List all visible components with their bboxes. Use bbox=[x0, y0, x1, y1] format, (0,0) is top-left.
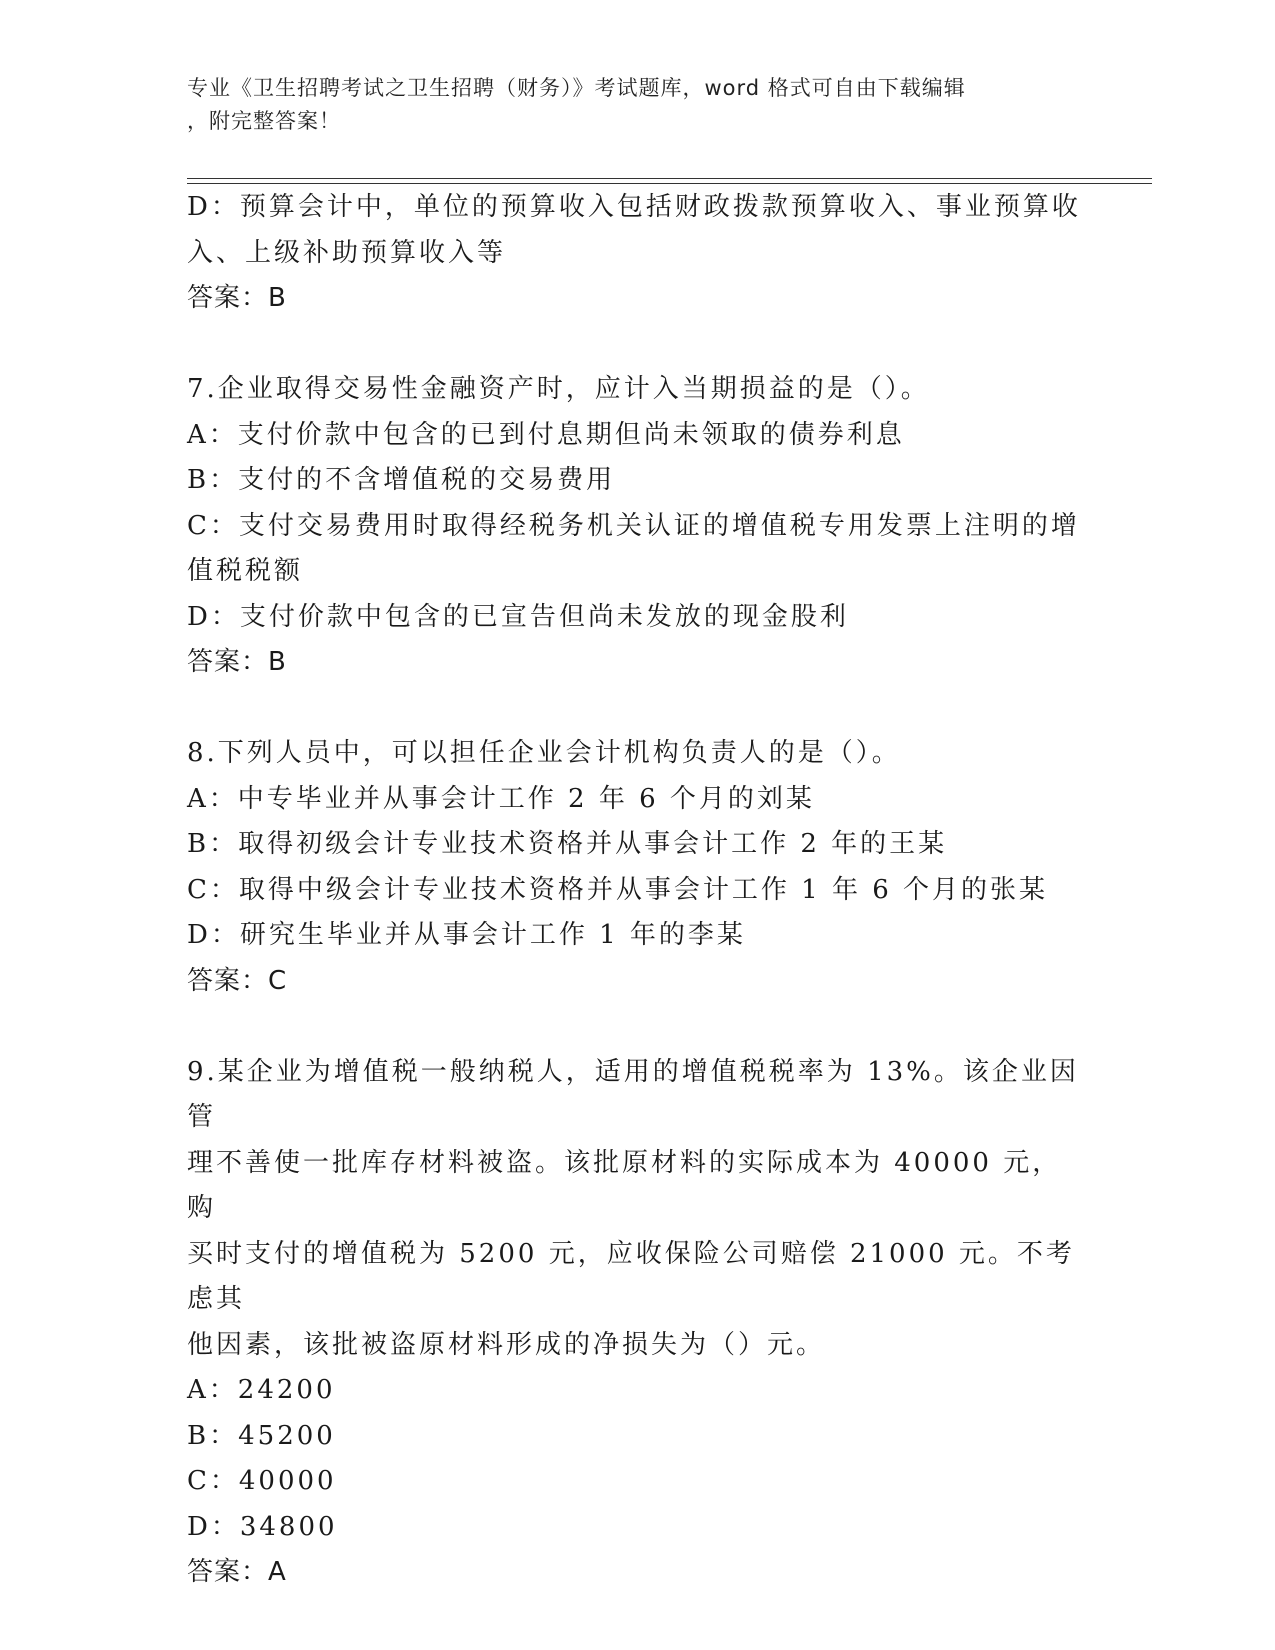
header-divider-top bbox=[187, 178, 1152, 179]
option-b: B：取得初级会计专业技术资格并从事会计工作 2 年的王某 bbox=[187, 829, 948, 859]
option-d-line-1: D：预算会计中，单位的预算收入包括财政拨款预算收入、事业预算收 bbox=[187, 192, 1081, 222]
option-b: B：45200 bbox=[187, 1420, 336, 1451]
spacer bbox=[187, 322, 1087, 368]
spacer bbox=[187, 1004, 1087, 1050]
option-a: A：支付价款中包含的已到付息期但尚未领取的债券利息 bbox=[187, 419, 905, 450]
answer-label: 答案：C bbox=[187, 965, 288, 996]
question-8 bbox=[187, 731, 1087, 1004]
question-9 bbox=[187, 1050, 1087, 1596]
question-stem: 7.企业取得交易性金融资产时，应计入当期损益的是（）。 bbox=[187, 374, 930, 404]
question-stem-line-2: 理不善使一批库存材料被盗。该批原材料的实际成本为 40000 元，购 bbox=[187, 1147, 1062, 1223]
option-c: C：取得中级会计专业技术资格并从事会计工作 1 年 6 个月的张某 bbox=[187, 874, 1049, 905]
question-stem-line-1: 9.某企业为增值税一般纳税人，适用的增值税税率为 13%。该企业因管 bbox=[187, 1056, 1079, 1132]
question-7 bbox=[187, 367, 1087, 686]
question-stem: 8.下列人员中，可以担任企业会计机构负责人的是（）。 bbox=[187, 738, 901, 768]
answer-label: 答案：B bbox=[187, 283, 287, 313]
option-d-line-2: 入、上级补助预算收入等 bbox=[187, 237, 507, 268]
option-a: A：中专毕业并从事会计工作 2 年 6 个月的刘某 bbox=[187, 783, 815, 814]
option-c-line-1: C：支付交易费用时取得经税务机关认证的增值税专用发票上注明的增 bbox=[187, 510, 1080, 541]
question-stem-line-3: 买时支付的增值税为 5200 元，应收保险公司赔偿 21000 元。不考虑其 bbox=[187, 1238, 1075, 1314]
header-line-1: 专业《卫生招聘考试之卫生招聘（财务）》考试题库，word 格式可自由下载编辑 bbox=[187, 76, 966, 100]
option-d: D：研究生毕业并从事会计工作 1 年的李某 bbox=[187, 920, 746, 950]
previous-question-tail bbox=[187, 185, 1087, 322]
option-d: D：支付价款中包含的已宣告但尚未发放的现金股利 bbox=[187, 601, 849, 632]
answer-label: 答案：A bbox=[187, 1557, 287, 1587]
question-content bbox=[187, 185, 1087, 1596]
option-b: B：支付的不含增值税的交易费用 bbox=[187, 465, 616, 495]
spacer bbox=[187, 686, 1087, 732]
question-stem-line-4: 他因素，该批被盗原材料形成的净损失为（）元。 bbox=[187, 1329, 826, 1360]
option-d: D：34800 bbox=[187, 1511, 338, 1542]
option-c: C：40000 bbox=[187, 1466, 337, 1496]
document-header bbox=[187, 72, 1067, 138]
header-divider-bottom bbox=[187, 183, 1152, 184]
option-c-line-2: 值税税额 bbox=[187, 556, 304, 586]
header-line-2: ，附完整答案！ bbox=[187, 109, 341, 133]
answer-label: 答案：B bbox=[187, 647, 287, 677]
option-a: A：24200 bbox=[187, 1375, 336, 1405]
